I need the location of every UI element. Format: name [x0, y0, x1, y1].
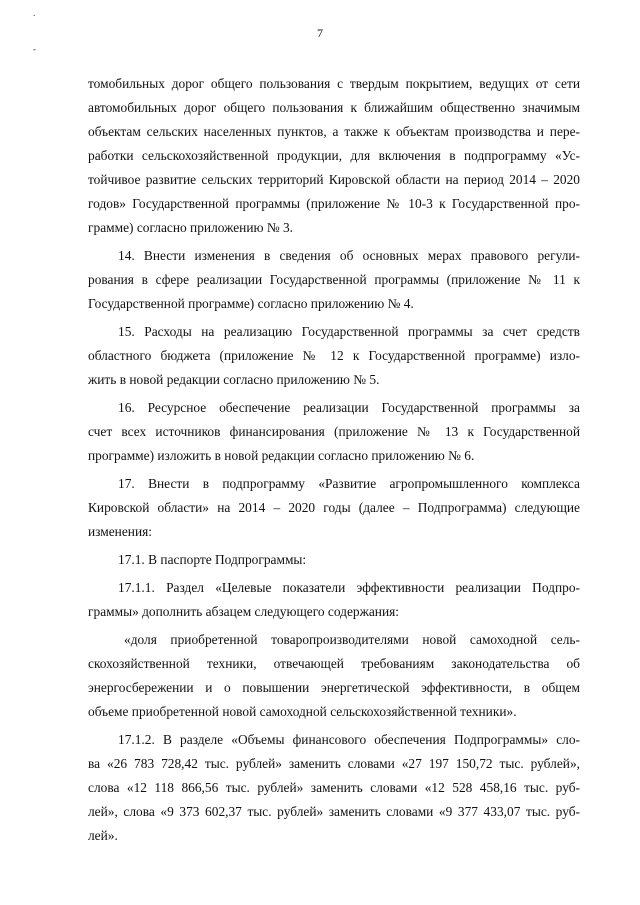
text-line: лей».	[88, 828, 118, 843]
text-line: энергосбережении и о повышении энергетической эффективности, в общем	[88, 680, 580, 695]
text-line: слова «12 118 866,56 тыс. рублей» заменить словами «12 528 458,16 тыс. руб-	[88, 780, 580, 795]
text-line: Кировской области» на 2014 – 2020 годы (далее – Подпрограмма) следующие	[88, 500, 580, 515]
paragraph-item-17-1-1	[88, 576, 580, 624]
text-line: «доля приобретенной товаропроизводителями новой самоходной сель-	[124, 632, 580, 647]
text-line: программе) изложить в новой редакции согласно приложению № 6.	[88, 448, 475, 463]
text-line: работки сельскохозяйственной продукции, для включения в подпрограмму «Ус-	[88, 148, 580, 163]
text-line: счет всех источников финансирования (приложение № 13 к Государственной	[88, 424, 580, 439]
text-line: скохозяйственной техники, отвечающей требованиям законодательства об	[88, 656, 580, 671]
text-line: Государственной программе) согласно приложению № 4.	[88, 296, 414, 311]
paragraph-quote	[88, 628, 580, 724]
paragraph-item-14	[88, 244, 580, 316]
paragraph-item-17-1	[88, 548, 580, 572]
text-line: граммы» дополнить абзацем следующего содержания:	[88, 604, 400, 619]
text-line: тойчивое развитие сельских территорий Кировской области на период 2014 – 2020	[88, 172, 580, 187]
document-body	[88, 72, 580, 852]
paragraph-item-17-1-2	[88, 728, 580, 848]
text-line: рования в сфере реализации Государственной программы (приложение № 11 к	[88, 272, 580, 287]
text-line: грамме) согласно приложению № 3.	[88, 220, 293, 235]
paragraph-item-17	[88, 472, 580, 544]
paragraph-continuation	[88, 72, 580, 240]
text-line: 17.1.2. В разделе «Объемы финансового обеспечения Подпрограммы» сло-	[118, 732, 580, 747]
text-line: 17.1.1. Раздел «Целевые показатели эффективности реализации Подпро-	[118, 580, 580, 595]
text-line: 17.1. В паспорте Подпрограммы:	[118, 552, 307, 567]
margin-mark: .	[33, 8, 36, 18]
text-line: автомобильных дорог общего пользования к ближайшим общественно значимым	[88, 100, 580, 115]
page-number: 7	[317, 26, 323, 40]
text-line: 15. Расходы на реализацию Государственной программы за счет средств	[118, 324, 580, 339]
text-line: изменения:	[88, 524, 153, 539]
text-line: 14. Внести изменения в сведения об основных мерах правового регули-	[118, 248, 580, 263]
paragraph-item-15	[88, 320, 580, 392]
text-line: томобильных дорог общего пользования с твердым покрытием, ведущих от сети	[88, 76, 580, 91]
text-line: объектам сельских населенных пунктов, а также к объектам производства и пере-	[88, 124, 580, 139]
text-line: областного бюджета (приложение № 12 к Государственной программе) изло-	[88, 348, 580, 363]
text-line: жить в новой редакции согласно приложению № 5.	[88, 372, 380, 387]
text-line: 17. Внести в подпрограмму «Развитие агропромышленного комплекса	[118, 476, 580, 491]
text-line: годов» Государственной программы (приложение № 10-3 к Государственной про-	[88, 196, 580, 211]
text-line: объеме приобретенной новой самоходной сельскохозяйственной техники».	[88, 704, 517, 719]
text-line: 16. Ресурсное обеспечение реализации Государственной программы за	[118, 400, 580, 415]
margin-mark: -	[33, 44, 36, 54]
paragraph-item-16	[88, 396, 580, 468]
text-line: лей», слова «9 373 602,37 тыс. рублей» заменить словами «9 377 433,07 тыс. руб-	[88, 804, 580, 819]
text-line: ва «26 783 728,42 тыс. рублей» заменить словами «27 197 150,72 тыс. рублей»,	[88, 756, 580, 771]
